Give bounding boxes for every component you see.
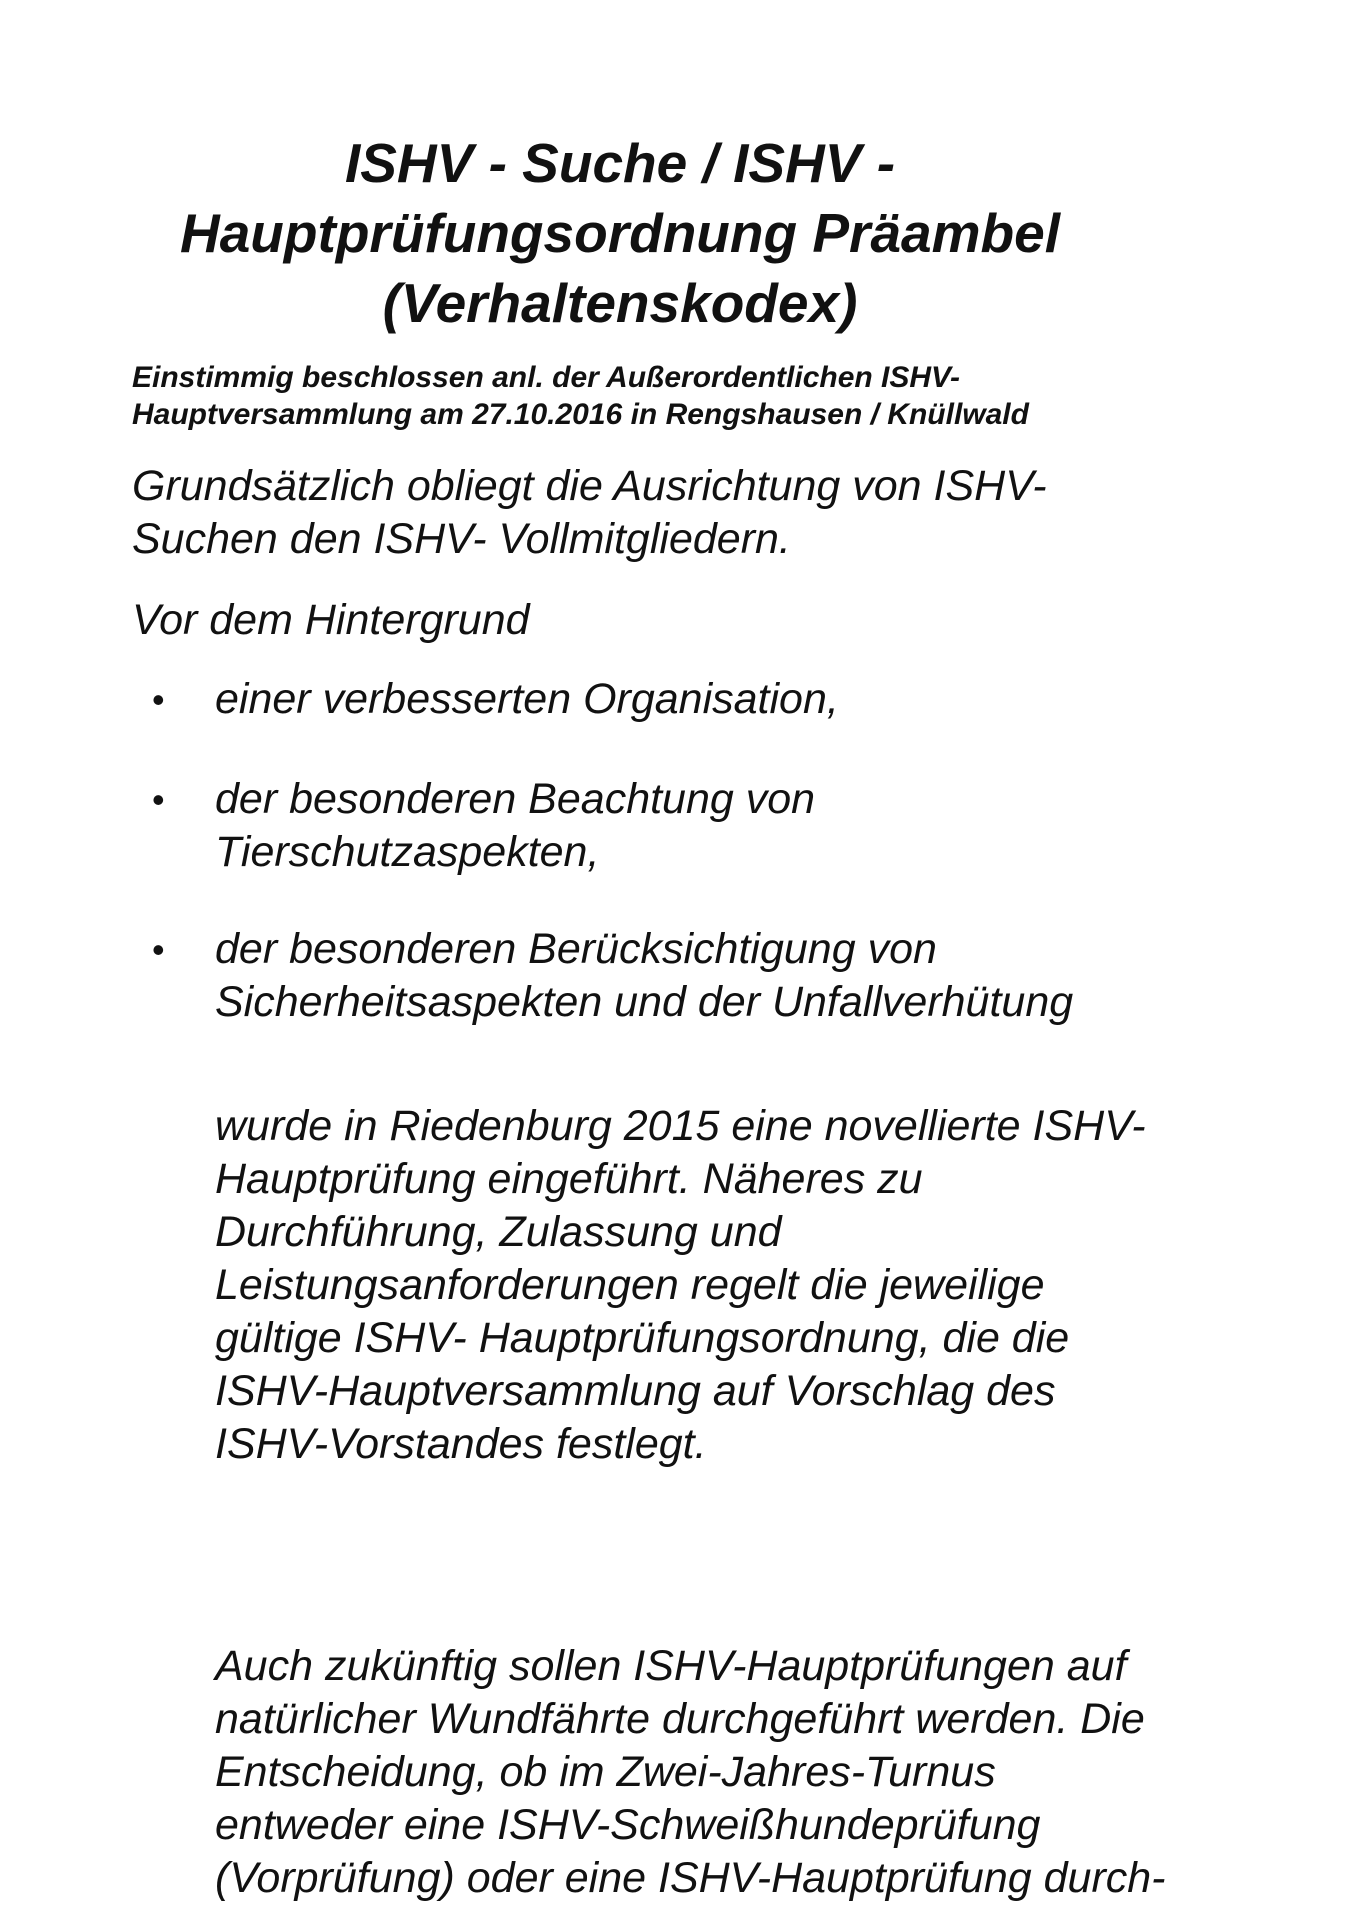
bullet-icon: • — [152, 679, 165, 720]
bullet-line: Sicherheitsaspekten und der Unfallverhütung — [215, 978, 1074, 1026]
title-line: Hauptprüfungsordnung Präambel — [180, 202, 1060, 264]
paragraph-line: Hauptprüfung eingeführt. Näheres zu — [215, 1155, 923, 1203]
bullet-line: der besonderen Berücksichtigung von — [215, 925, 937, 973]
bullet-text — [215, 923, 1275, 1029]
paragraph-line: Durchführung, Zulassung und — [215, 1208, 782, 1256]
paragraph-line: Leistungsanforderungen regelt die jeweilige — [215, 1261, 1045, 1309]
body-paragraph-future-exams — [215, 1640, 1255, 1905]
intro-paragraph — [132, 460, 1252, 566]
subtitle-line: Einstimmig beschlossen anl. der Außerordentlichen ISHV- — [132, 361, 960, 394]
bullet-line: Tierschutzaspekten, — [215, 828, 600, 876]
bullet-icon: • — [152, 929, 165, 970]
document-subtitle — [132, 359, 1232, 433]
body-paragraph-introduction-of-exam — [215, 1100, 1235, 1471]
paragraph-line: entweder eine ISHV-Schweißhundeprüfung — [215, 1801, 1041, 1849]
paragraph-line: natürlicher Wundfährte durchgeführt werden. Die — [215, 1695, 1145, 1743]
paragraph-line: Entscheidung, ob im Zwei-Jahres-Turnus — [215, 1748, 996, 1796]
paragraph-line: ISHV-Hauptversammlung auf Vorschlag des — [215, 1367, 1056, 1415]
bullet-line: einer verbesserten Organisation, — [215, 675, 839, 723]
paragraph-line: ISHV-Vorstandes festlegt. — [215, 1420, 707, 1468]
subtitle-line: Hauptversammlung am 27.10.2016 in Rengshausen / Knüllwald — [132, 398, 1029, 431]
paragraph-line: Auch zukünftig sollen ISHV-Hauptprüfungen auf — [215, 1642, 1127, 1690]
bullet-text — [215, 673, 1275, 726]
bullet-line: der besonderen Beachtung von — [215, 775, 816, 823]
paragraph-line: gültige ISHV- Hauptprüfungsordnung, die die — [215, 1314, 1070, 1362]
document-title — [120, 128, 1120, 338]
paragraph-line: wurde in Riedenburg 2015 eine novellierte ISHV- — [215, 1102, 1146, 1150]
paragraph-line: Suchen den ISHV- Vollmitgliedern. — [132, 515, 791, 563]
bullet-icon: • — [152, 779, 165, 820]
paragraph-line: Grundsätzlich obliegt die Ausrichtung von ISHV- — [132, 462, 1047, 510]
bullet-text — [215, 773, 1275, 879]
context-lead-in: Vor dem Hintergrund — [132, 596, 530, 644]
title-line: ISHV - Suche / ISHV - — [344, 132, 896, 194]
title-line: (Verhaltenskodex) — [382, 272, 858, 334]
paragraph-line: (Vorprüfung) oder eine ISHV-Hauptprüfung durch- — [215, 1854, 1166, 1902]
